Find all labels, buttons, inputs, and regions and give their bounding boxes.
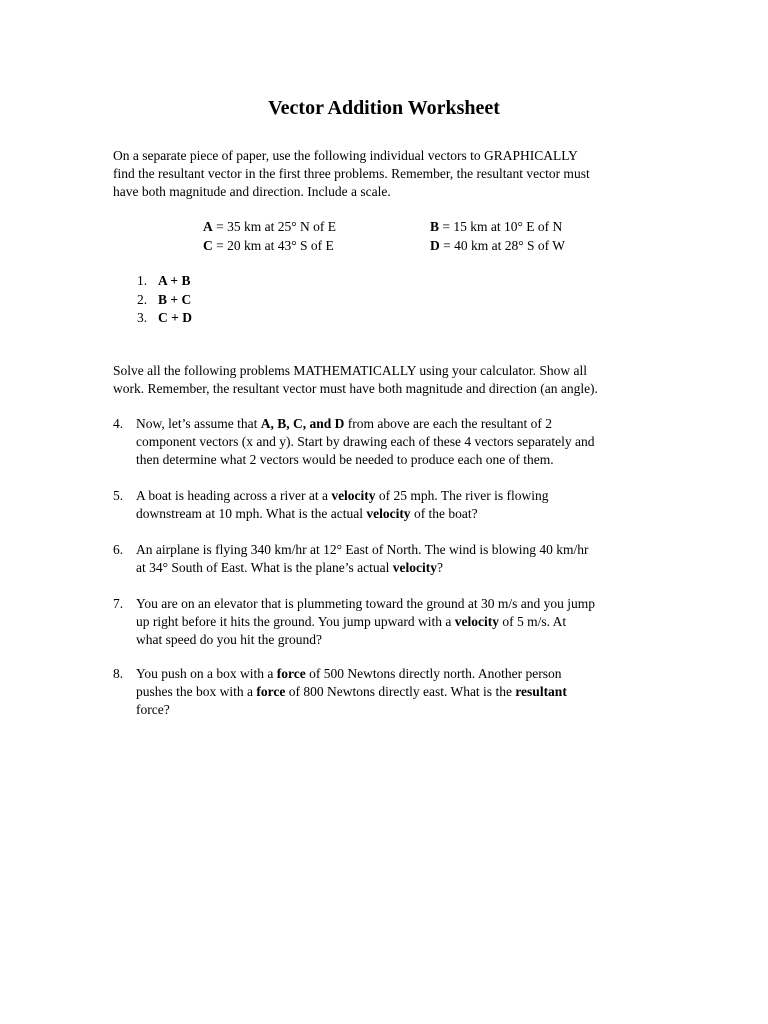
text-run: up right before it hits the ground. You jump upward with a — [136, 614, 455, 629]
problem-text: A + B — [158, 273, 191, 288]
vector-a — [203, 218, 336, 236]
bold-run: velocity — [454, 614, 499, 629]
bold-run: force — [276, 666, 306, 681]
bold-run: force — [256, 684, 286, 699]
problem-line — [136, 683, 656, 701]
text-run: of 5 m/s. At — [498, 614, 567, 629]
text-run: ? — [436, 560, 443, 575]
text-run: A boat is heading across a river at a — [136, 488, 332, 503]
instruction-line: find the resultant vector in the first three problems. Remember, the resultant vector must — [113, 166, 590, 181]
problem-text — [136, 665, 656, 719]
problem-number: 8. — [113, 666, 124, 681]
bold-run: A, B, C, and D — [260, 416, 345, 431]
text-run: of the boat? — [410, 506, 478, 521]
instruction-line: On a separate piece of paper, use the following individual vectors to GRAPHICALLY — [113, 148, 578, 163]
bold-run: velocity — [392, 560, 437, 575]
problem-text — [136, 487, 656, 523]
problem-line — [136, 505, 656, 523]
instruction-line: work. Remember, the resultant vector must have both magnitude and direction (an angle). — [113, 381, 598, 396]
instruction-line: Solve all the following problems MATHEMATICALLY using your calculator. Show all — [113, 363, 587, 378]
vector-value: = 20 km at 43° S of E — [212, 238, 334, 253]
problem-number: 1. — [137, 273, 148, 288]
problem-number: 5. — [113, 488, 124, 503]
text-run: from above are each the resultant of 2 — [344, 416, 553, 431]
problem-number: 6. — [113, 542, 124, 557]
bold-run: velocity — [331, 488, 376, 503]
problem-line: force? — [136, 702, 170, 717]
problem-line — [136, 415, 656, 433]
vector-value: = 15 km at 10° E of N — [439, 219, 563, 234]
problem-line — [136, 487, 656, 505]
vector-label: C — [203, 238, 213, 253]
problem-line — [136, 613, 656, 631]
instruction-line: have both magnitude and direction. Include a scale. — [113, 184, 391, 199]
problem-line: You are on an elevator that is plummeting toward the ground at 30 m/s and you jump — [136, 596, 596, 611]
vector-c — [203, 237, 334, 255]
problem-text: B + C — [158, 291, 192, 307]
text-run: Now, let’s assume that — [136, 416, 261, 431]
vector-d — [430, 237, 565, 255]
problem-number: 3. — [137, 310, 148, 325]
vector-value: = 35 km at 25° N of E — [212, 219, 336, 234]
vector-label: B — [430, 219, 440, 234]
problem-line: what speed do you hit the ground? — [136, 632, 322, 647]
math-instructions — [113, 362, 658, 398]
text-run: pushes the box with a — [136, 684, 257, 699]
problem-line — [136, 665, 656, 683]
vector-row — [203, 237, 603, 256]
text-run: at 34° South of East. What is the plane’s actual — [136, 560, 393, 575]
text-run: of 25 mph. The river is flowing — [375, 488, 549, 503]
text-run: downstream at 10 mph. What is the actual — [136, 506, 367, 521]
graphical-instructions — [113, 147, 658, 201]
problem-text — [136, 595, 656, 649]
bold-run: resultant — [515, 684, 567, 699]
problem-line: An airplane is flying 340 km/hr at 12° East of North. The wind is blowing 40 km/hr — [136, 542, 589, 557]
bold-run: velocity — [366, 506, 411, 521]
text-run: of 800 Newtons directly east. What is the — [285, 684, 516, 699]
vector-value: = 40 km at 28° S of W — [439, 238, 566, 253]
problem-text — [136, 541, 656, 577]
vector-list — [203, 218, 603, 256]
vector-label: D — [430, 238, 440, 253]
problem-number: 7. — [113, 596, 124, 611]
problem-text: C + D — [158, 310, 192, 325]
page-title: Vector Addition Worksheet — [268, 97, 500, 119]
vector-b — [430, 218, 562, 236]
text-run: You push on a box with a — [136, 666, 277, 681]
problem-line: component vectors (x and y). Start by drawing each of these 4 vectors separately and — [136, 434, 595, 449]
vector-label: A — [203, 219, 213, 234]
problem-line — [136, 559, 656, 577]
vector-row — [203, 218, 603, 237]
problem-number: 2. — [137, 291, 148, 307]
problem-line: then determine what 2 vectors would be needed to produce each one of them. — [136, 452, 554, 467]
problem-number: 4. — [113, 416, 124, 431]
problem-text — [136, 415, 656, 469]
text-run: of 500 Newtons directly north. Another person — [305, 666, 562, 681]
